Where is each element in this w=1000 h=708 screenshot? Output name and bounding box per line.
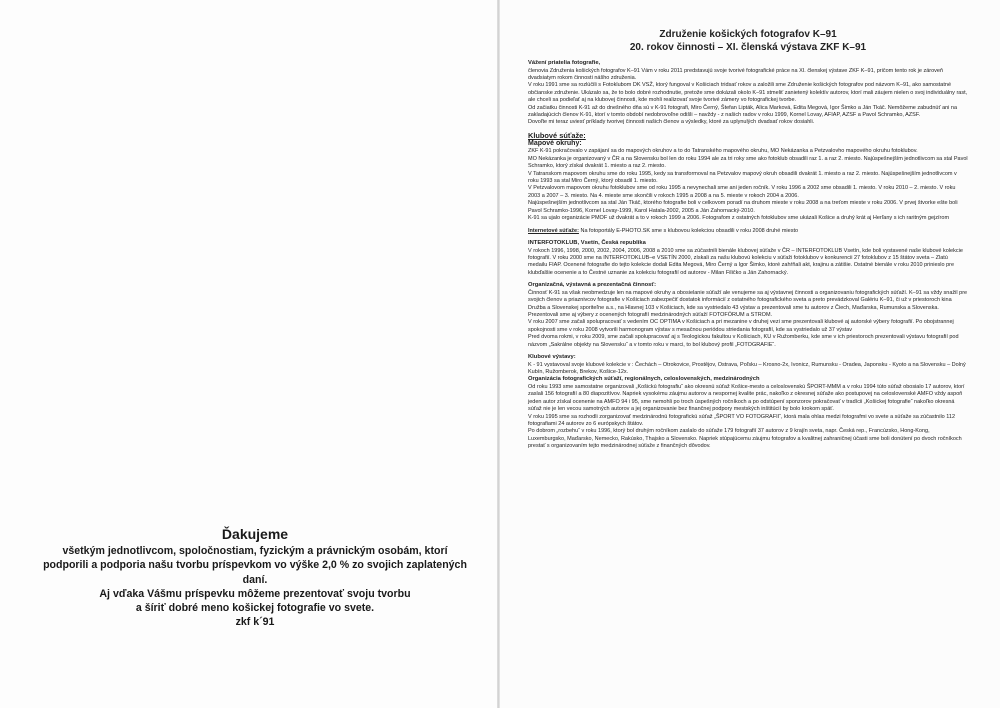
organization-paragraph: Od roku 1993 sme samostatne organizovali „Košickú fotografiu“ ako okresnú súťaž Košice-mesto a celoslovenskú ŠPORT-MMM a v roku 1994 túto súťaž obosialo 17 autorov, ktorí zaslali 156 fotografií a 80 diapozitívov. Napriek vysokému záujmu autorov a nespornej kvalite prác, nakoľko z okresnej súťaže ako postupovej na celoslovenské AMFO vždy aspoň jeden autor získal ocenenie na AMFO 94 i 95, sme nemohli po troch úspešných ročníkoch a po odstúpení sponzorov pokračovať v tradícii „Košickej fotografie“ nakoľko okresná súťaž nie je len vecou samotných autorov a jej organizovanie bez finančnej podpory mestských inštitúcií by bolo krokom späť. — [528, 383, 965, 413]
organization-paragraph: V roku 1995 sme sa rozhodli zorganizovať medzinárodnú fotografickú súťaž „ŠPORT VO FOTOGRAFII“, ktorá mala ohlas medzi fotografmi vo svete a súťaže sa zúčastnilo 112 fotografiami 24 autorov zo 6 európskych štátov. — [528, 413, 956, 427]
org-heading: Organizačná, výstavná a prezentačná činnosť: — [528, 282, 657, 289]
page-subtitle: 20. rokov činnosti – XI. členská výstava ZKF K–91 — [629, 42, 867, 53]
club-competitions-heading: Klubové súťaže: — [528, 130, 586, 140]
intro-paragraph: V roku 1991 sme sa rozlúčili s Fotoklubom DK VSŽ, ktorý fungoval v Košiciach tridsať rokov a založili sme Združenie košických fotografov pod názvom K–91, ako samostatné občianske združenie. Ukázalo sa, že to bolo dobré rozhodnutie, pretože sme dokázali okolo K–91 stmeliť zanietený kolektív autorov, ktorí mali záujem nielen o svoj individuálny rast, ale chceli sa podieľať aj na klubovej činnosti, kde mohli realizovať svoje tvorivé zámery vo fotografickej tvorbe. — [528, 82, 968, 104]
page-title: Združenie košických fotografov K–91 — [659, 29, 837, 40]
thanks-line: daní. — [242, 573, 268, 586]
map-paragraph: ZKF K-91 pokračovalo v zapájaní sa do mapových okruhov a to do Tatranského mapového okruhu, MO Nekázanka a Petzvalovho mapového okruhu fotoklubov. — [528, 148, 918, 155]
interfoto-text: V rokoch 1996, 1998, 2000, 2002, 2004, 2006, 2008 a 2010 sme sa zúčastnili bienále klubovej súťaže v ČR – INTERFOTOKLUB Vsetín, kde boli vystavené naše klubové kolekcie fotografií. V roku 2000 sme na INTERFOTOKLUB–e VSETÍN 2000, získali za našu klubovú kolekciu v súťaži fotoklubov v konkurencii 27 fotoklubov z 15 štátov sveta – Zlatú medailu FIAP. Ocenené fotografie do tejto kolekcie dodali Edita Megová, Miro Černý a Igor Šimko, ktoré zahŕňali akt, krajinu a zátišie. Ostatné bienále v roku 2010 prinieslo pre klubďalšie ocenenie a to Čestné uznanie za kolekciu fotografií od autorov - Milan Filičko a Ján Zahornacký. — [528, 247, 963, 276]
thanks-signature: zkf k´91 — [235, 616, 275, 629]
internet-text: Na fotoportály E-PHOTO.SK sme s klubovou kolekciou obsadili v roku 2008 druhé miesto — [580, 227, 799, 234]
right-page — [500, 0, 1000, 708]
intro-paragraph: Od začiatku činnosti K-91 až do dnešného dňa sú v K-91 fotografi, Miro Černý, Štefan Lipták, Alica Marková, Edita Megová, Igor Šimko a Ján Tkáč. Nemôžeme zabudnúť ani na zakladajúcich členov K-91, ktorí v tomto období nedobrovoľne odišli – navždy - z našich radov v roku 1999, Kornel Lovay, AFIAP, AZSF a Pavol Schramko, AZSF. — [528, 104, 958, 119]
thanks-line: všetkým jednotlivcom, spoločnostiam, fyzickým a právnickým osobám, ktorí — [62, 545, 448, 557]
map-paragraph: V Tatranskom mapovom okruhu sme do roku 1995, kedy sa transformoval na Petzvalov mapový okruh obsadili dvakrát 1. miesto a raz 2. miesto. Najúspešnejším jednotlivcom v roku 1993 sa stal Miro Černý, ktorý obsadil 1. miesto. — [528, 170, 957, 185]
internet-competitions — [528, 228, 968, 235]
thanks-line: Aj vďaka Vášmu príspevku môžeme prezentovať svoju tvorbu — [99, 587, 411, 600]
map-circuits-heading: Mapové okruhy: — [528, 140, 582, 148]
club-exhibitions-text: K - 91 vystavoval svoje klubové kolekcie v : Čechách – Otrokovice, Prostějov, Ostrava, Poľsku – Krosno-2x, Ivonicz, Rumunsku - Oradea, Japonsku - Kyoto a na Slovensku – Dolný Kubín, Ružomberok, Brekov, Košice-12x. — [528, 361, 966, 375]
left-page — [0, 0, 497, 708]
page-header — [528, 28, 968, 54]
map-paragraph: Najúspešnejším jednotlivcom sa stal Ján Tkáč, ktorého fotografie boli v celkovom poradí na druhom mieste v roku 2008 a na treťom mieste v roku 2006. V prvej štvorke ešte boli Pavol Schramko-1996, Kornel Lovay-1999, Karol Hatala-2002, 2005 a Ján Zahornacký-2010. — [528, 200, 958, 214]
thanks-block — [40, 526, 470, 630]
interfoto-heading: INTERFOTOKLUB, Vsetín, Česká republika — [528, 239, 646, 246]
map-paragraph: MO Nekázanka je organizovaný v ČR a na Slovensku bol len do roku 1994 ale za tri roky sme ako fotoklub obsadili raz 1. a raz 2. miesto. Najúspešnejším jednotlivcom sa stal Pavol Schramko, ktorý získal dvakrát 1. miesto a raz 2. miesto. — [528, 155, 968, 170]
club-exhibitions-heading: Klubové výstavy: — [528, 353, 576, 360]
organization-paragraph: Po dobrom „rozbehu“ v roku 1996, ktorý bol druhým ročníkom zaslalo do súťaže 179 fotografií 37 autorov z 9 krajín sveta, napr. Česká rep., Francúzsko, Hong-Kong, Luxemburgsko, Maďarsko, Nemecko, Rakúsko, Thajsko a Slovensko. Napriek stúpajúcemu záujmu fotografov a kvalitnej zahraničnej účasti sme boli donútení po dvoch ročníkoch prestať s organizovaním tejto medzinárodnej súťaže z finančných dôvodov. — [528, 428, 962, 450]
org-paragraph: Pred dvoma rokmi, v roku 2009, sme začali spolupracovať aj s Teologickou fakultou v Košiciach, KU v Ružomberku, kde sme v ich priestoroch prezentovali výstavu fotografií pod názvom „Sakrálne objekty na Slovensku“ a v tomto roku v marci, to bol klubový profil „FOTOGRAFIE“. — [528, 334, 959, 348]
org-paragraph: Činnosť K-91 sa však neobmedzuje len na mapové okruhy a obosielanie súťaží ale venujeme sa aj výstavnej činnosti a organizovaniu fotografických súťaží. K–91 sa vždy snažil pre svojich členov a priaznivcov fotografie v Košiciach zabezpečiť dostatok informácií z ostatného fotografického sveta a preto prevádzkoval Galériu K–91, či už v priestoroch kina Družba a Slovenskej sporiteľne a.s., na Hlavnej 103 v Košiciach, kde sa vystriedalo 43 výstav a prezentovali sme tu autorov z Čiech, Maďarska, Rumunska a Slovenska. Prezentovali sme aj výbery z ocenených fotografií medzinárodných súťaží FOTOFÓRUM a STROM. — [528, 289, 968, 318]
intro-paragraph: Dovoľte mi teraz uviesť príklady tvorivej činnosti našich členov a výsledky, ktoré za uplynulých dvadsať rokov dosiahli. — [528, 119, 815, 126]
thanks-title: Ďakujeme — [221, 526, 289, 542]
thanks-line: podporili a podporia našu tvorbu príspevkom vo výške 2,0 % zo svojich zaplatených — [43, 559, 467, 572]
right-page-content — [528, 28, 968, 451]
thanks-line: a šíriť dobré meno košickej fotografie vo svete. — [135, 602, 375, 615]
organization-heading: Organizácia fotografických súťaží, regionálnych, celoslovenských, medzinárodných — [528, 376, 760, 383]
internet-heading: Internetové súťaže: — [528, 227, 579, 234]
greeting: Vážení priatelia fotografie, — [528, 60, 601, 66]
map-paragraph: V Petzvalovom mapovom okruhu fotoklubov sme od roku 1995 a nevynechali sme ani jeden ročník. V roku 1996 a 2002 sme obsadili 1. miesto. V roku 2010 – 2. miesto. V roku 2003 a 2007 – 3. miesto. Na 4. mieste sme skončili v rokoch 1995 a 2008 a na 5. mieste v rokoch 2004 a 2006. — [528, 185, 956, 199]
map-paragraph: K-91 sa ujalo organizácie PMOF už dvakrát a to v rokoch 1999 a 2006. Fotografom z ostatných fotoklubov sme ukázali Košice a druhý krát aj Herľany s ich raritným gejzírom — [528, 215, 950, 222]
org-paragraph: V roku 2007 sme začali spolupracovať s vedením OC OPTIMA v Košiciach a pri mezanine v druhej vezi sme prezentovali klubové aj autorské výbery fotografií. Po obojstrannej spokojnosti sme v roku 2008 vytvorili harmonogram výstav s mesačnou periódou striedania fotografií, kde sa vystriedalo už 37 výstav — [528, 319, 954, 333]
intro-paragraph: členovia Združenia košických fotografov K–91 Vám v roku 2011 predstavujú svoje tvorivé fotografické práce na XI. členskej výstave ZKF K–91, pričom tento rok je zároveň dvadsiatym rokom činnosti nášho združenia. — [528, 67, 944, 81]
